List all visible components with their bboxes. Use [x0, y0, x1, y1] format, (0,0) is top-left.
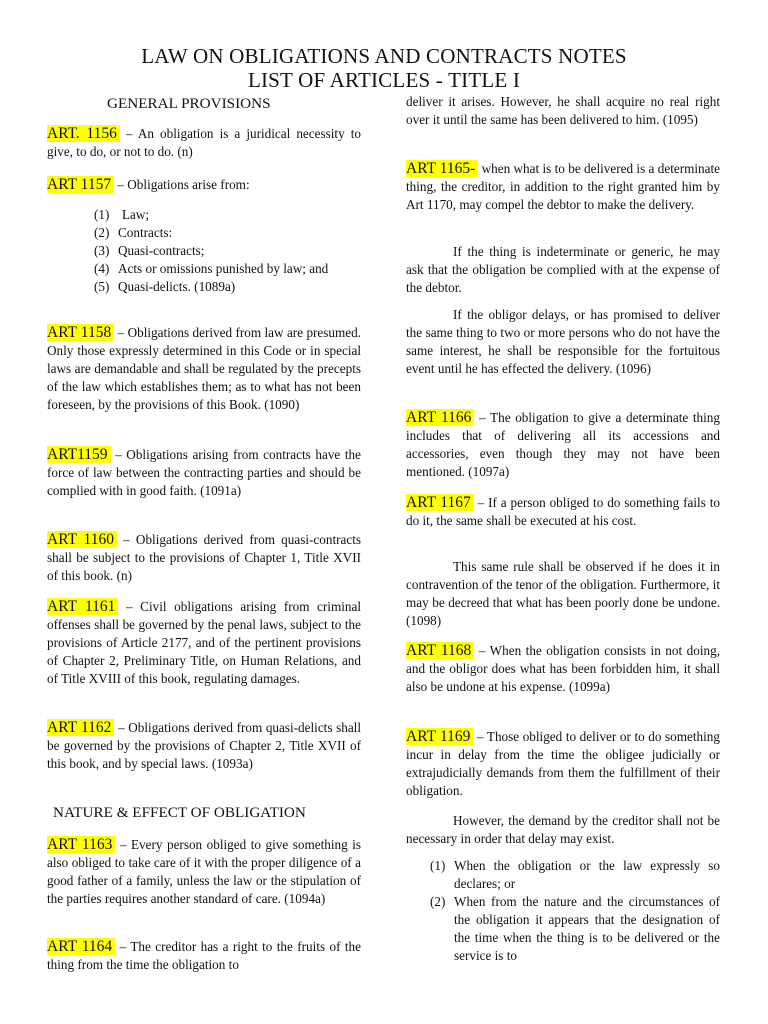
article-1162: [47, 719, 361, 773]
article-label: ART 1157: [47, 176, 114, 193]
list-number: (2): [94, 225, 110, 240]
article-1158: [47, 324, 361, 414]
list-text: Quasi-delicts. (1089a): [118, 279, 236, 294]
article-text: – Those obliged to deliver or to do something incur in delay from the time the obligee judicially or extrajudicially demands from them the fulfillment of their obligation.: [406, 729, 720, 798]
article-1161: [47, 598, 361, 688]
article-text: when what is to be delivered is a determinate thing, the creditor, in addition to the right granted him by Art 1170, may compel the debtor to make the delivery.: [406, 161, 720, 212]
article-text: – Civil obligations arising from criminal offenses shall be governed by the penal laws, subject to the provisions of Article 2177, and of the pertinent provisions of Chapter 2, Preliminary Title, on Human Relations, and of Title XVIII of this book, regulating damages.: [47, 599, 361, 686]
article-text: – The creditor has a right to the fruits of the thing from the time the obligation to: [47, 939, 361, 972]
article-text: – When the obligation consists in not doing, and the obligor does what has been forbidden him, it shall also be undone at his expense. (1099a): [406, 643, 720, 694]
paragraph-demand-not-necessary: [406, 812, 720, 848]
paragraph-contravention: [406, 558, 720, 630]
article-label: ART 1169: [406, 728, 473, 745]
article-text: – Obligations derived from quasi-contracts shall be subject to the provisions of Chapter 1, Title XVII of this book. (n): [47, 532, 362, 583]
article-label: ART 1168: [406, 642, 474, 659]
list-item: [94, 242, 361, 260]
section-heading-general-provisions: GENERAL PROVISIONS: [107, 95, 271, 112]
list-item: [94, 278, 361, 296]
article-label: ART 1158: [47, 324, 114, 341]
article-text: – The obligation to give a determinate thing includes that of delivering all its accessions and accessories, even though they may not have been mentioned. (1097a): [406, 410, 720, 479]
list-sources-of-obligations: [94, 206, 361, 296]
article-1165: [406, 160, 720, 214]
paragraph: This same rule shall be observed if he does it in contravention of the tenor of the obligation. Furthermore, it may be decreed that what has been poorly done be undone. (1098): [406, 559, 720, 628]
list-text: Acts or omissions punished by law; and: [118, 261, 329, 276]
article-text: – Obligations arise from:: [114, 177, 250, 192]
list-text: When the obligation or the law expressly so declares; or: [454, 858, 720, 891]
article-text: – An obligation is a juridical necessity to give, to do, or not to do. (n): [47, 126, 361, 159]
list-text: Contracts:: [118, 225, 173, 240]
article-label: ART 1166: [406, 409, 474, 426]
document-subtitle: LIST OF ARTICLES - TITLE I: [247, 68, 521, 92]
article-1164-continued: [406, 93, 720, 129]
list-text: Quasi-contracts;: [118, 243, 205, 258]
list-number: (1): [430, 858, 446, 873]
article-1169: [406, 728, 720, 800]
article-1164: [47, 938, 361, 974]
paragraph-generic-thing: [406, 243, 720, 297]
article-text: – Obligations derived from quasi-delicts shall be governed by the provisions of Chapter 2, Title XVII of this book, and by special laws. (1093a): [47, 720, 362, 771]
article-label: ART 1160: [47, 531, 117, 548]
paragraph: However, the demand by the creditor shall not be necessary in order that delay may exist.: [406, 813, 720, 846]
article-1159: [47, 446, 361, 500]
article-label: ART 1167: [406, 494, 474, 511]
paragraph: If the thing is indeterminate or generic, he may ask that the obligation be complied with at the expense of the debtor.: [406, 244, 720, 295]
list-item: [94, 206, 361, 224]
list-item: [430, 857, 720, 893]
article-label: ART 1161: [47, 598, 118, 615]
list-number: (3): [94, 243, 110, 258]
article-1157: [47, 176, 361, 194]
article-1163: [47, 836, 361, 908]
article-1160: [47, 531, 361, 585]
paragraph-obligor-delays: [406, 306, 720, 378]
document-title: LAW ON OBLIGATIONS AND CONTRACTS NOTES: [141, 44, 627, 68]
list-number: (2): [430, 894, 446, 909]
article-text: – Obligations derived from law are presumed. Only those expressly determined in this Code or in special laws are demandable and shall be regulated by the precepts of the law which establishes them; as to what has not been foreseen, by the provisions of this Book. (1090): [47, 325, 362, 412]
list-text: When from the nature and the circumstances of the obligation it appears that the designation of the time when the thing is to be delivered or the service is to: [454, 894, 720, 963]
article-text: – Every person obliged to give something is also obliged to take care of it with the proper diligence of a good father of a family, unless the law or the stipulation of the parties requires another standard of care. (1094a): [47, 837, 362, 906]
list-item: [430, 893, 720, 965]
article-1167: [406, 494, 720, 530]
list-delay-exceptions: [430, 857, 720, 965]
article-text: – Obligations arising from contracts have the force of law between the contracting parties and should be complied with in good faith. (1091a): [47, 447, 361, 498]
paragraph: deliver it arises. However, he shall acquire no real right over it until the same has been delivered to him. (1095): [406, 94, 720, 127]
section-heading-nature-effect: NATURE & EFFECT OF OBLIGATION: [53, 804, 306, 821]
list-number: (5): [94, 279, 110, 294]
list-text: Law;: [122, 207, 150, 222]
article-label: ART 1165-: [406, 160, 478, 177]
article-label: ART. 1156: [47, 125, 120, 142]
article-label: ART 1163: [47, 836, 115, 853]
article-label: ART1159: [47, 446, 111, 463]
article-text: – If a person obliged to do something fails to do it, the same shall be executed at his cost.: [406, 495, 720, 528]
article-1156: [47, 125, 361, 161]
article-1168: [406, 642, 720, 696]
list-item: [94, 260, 361, 278]
list-item: [94, 224, 361, 242]
article-label: ART 1164: [47, 938, 115, 955]
list-number: (4): [94, 261, 110, 276]
article-1166: [406, 409, 720, 481]
paragraph: If the obligor delays, or has promised to deliver the same thing to two or more persons who do not have the same interest, he shall be responsible for the fortuitous event until he has effected the delivery. (1096): [406, 307, 720, 376]
list-number: (1): [94, 207, 110, 222]
article-label: ART 1162: [47, 719, 114, 736]
